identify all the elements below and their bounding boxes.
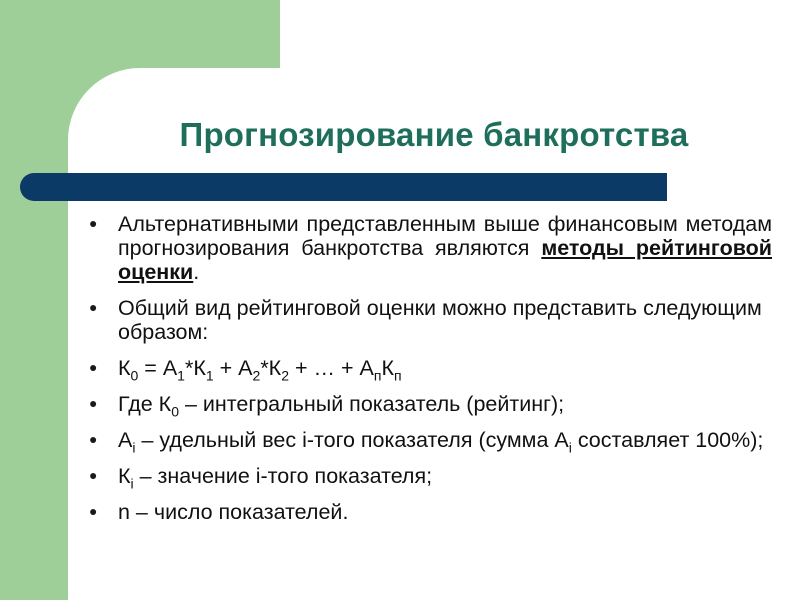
text-run: + … + А [289,356,374,380]
text-run: *К [184,356,206,380]
bullet-icon [89,470,99,481]
text-run: *К [260,356,282,380]
text-run: К [381,356,394,380]
subscript: 2 [252,367,261,384]
text-run: + А [213,356,253,380]
subscript: 1 [205,367,214,384]
subscript: i [132,439,136,456]
text-run: Общий вид рейтинговой оценки можно представить следующим образом: [118,296,762,344]
subscript: п [373,367,382,384]
bullet-icon [89,398,99,409]
bullet-text [118,296,762,344]
text-run: = А [138,356,178,380]
text-run: К [118,464,131,488]
subscript: i [568,439,572,456]
bullet-item [118,500,772,524]
bullet-icon [89,218,99,229]
bullet-item [118,392,772,420]
bullet-item [118,428,772,456]
text-run: n – число показателей. [118,500,349,524]
bullet-icon [89,302,99,313]
title-underline-bar [20,173,667,201]
subscript: 0 [171,403,180,420]
text-run: – удельный вес i-того показателя (сумма А [135,428,569,452]
bullet-icon [89,362,99,373]
text-run: Альтернативными представленным выше финансовым методам прогнозирования банкротства являются [118,212,772,260]
text-run: – интегральный показатель (рейтинг); [179,392,565,416]
subscript: i [130,475,134,492]
bullet-text [118,500,348,524]
bullet-item [118,296,772,344]
bullet-text [118,464,433,492]
text-run: . [193,260,200,284]
text-run: А [118,428,133,452]
subscript: 2 [281,367,290,384]
text-run: составляет 100%); [571,428,764,452]
slide-title: Прогнозирование банкротства [179,116,689,153]
subscript: 0 [130,367,139,384]
text-run: Где К [118,392,172,416]
bullet-text [118,392,565,420]
formula [118,356,402,384]
text-run: К [118,356,131,380]
bullet-text [118,212,772,284]
bullet-text [118,428,764,456]
bullet-item [118,356,772,384]
subscript: п [394,367,402,384]
bullet-item [118,464,772,492]
bullet-item [118,212,772,284]
bullet-icon [89,434,99,445]
bullet-list [118,212,772,536]
text-run: – значение i-того показателя; [133,464,433,488]
bullet-icon [89,506,99,517]
subscript: 1 [177,367,185,384]
emphasized-term: методы рейтинговой оценки [118,236,772,284]
